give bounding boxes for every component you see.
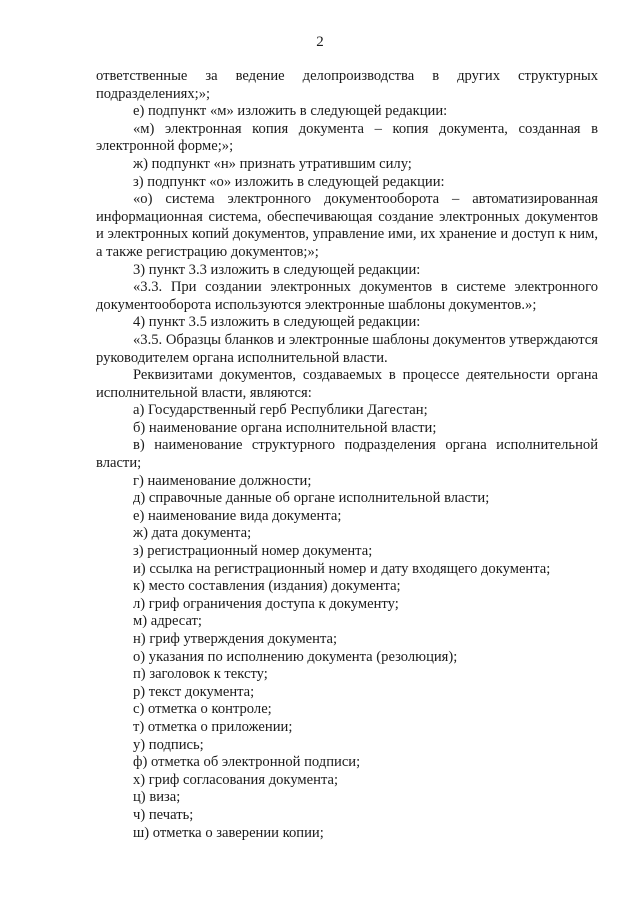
paragraph: в) наименование структурного подразделения органа исполнительной власти; (96, 437, 598, 472)
paragraph: с) отметка о контроле; (133, 701, 272, 718)
paragraph: е) подпункт «м» изложить в следующей редакции: (133, 103, 448, 120)
paragraph: т) отметка о приложении; (133, 718, 293, 735)
paragraph: и) ссылка на регистрационный номер и дату входящего документа; (133, 560, 551, 577)
document-body (96, 68, 598, 842)
paragraph: ш) отметка о заверении копии; (133, 824, 324, 841)
page-number: 2 (316, 34, 324, 50)
paragraph: р) текст документа; (133, 683, 255, 700)
paragraph: з) регистрационный номер документа; (133, 543, 373, 560)
paragraph: «о) система электронного документооборота – автоматизированная информационная система, обеспечивающая создание электронных документов и электронных копий документов, управление ими, их хранение и доступ к ним, а также регистрацию документов;»; (96, 191, 598, 260)
paragraph: ф) отметка об электронной подписи; (133, 754, 361, 771)
paragraph: у) подпись; (133, 736, 204, 753)
paragraph: ж) подпункт «н» признать утратившим силу; (133, 155, 412, 172)
paragraph: м) адресат; (133, 613, 202, 630)
paragraph: г) наименование должности; (133, 472, 312, 489)
paragraph: ц) виза; (133, 789, 181, 806)
paragraph: а) Государственный герб Республики Дагестан; (133, 402, 428, 419)
paragraph: ж) дата документа; (133, 525, 252, 542)
paragraph: о) указания по исполнению документа (резолюция); (133, 648, 458, 665)
paragraph: «3.3. При создании электронных документов в системе электронного документооборота используются электронные шаблоны документов.»; (96, 279, 598, 313)
paragraph: д) справочные данные об органе исполнительной власти; (133, 490, 490, 507)
paragraph: з) подпункт «о» изложить в следующей редакции: (133, 173, 445, 190)
paragraph: ответственные за ведение делопроизводства в других структурных подразделениях;»; (96, 68, 598, 102)
paragraph: п) заголовок к тексту; (133, 666, 268, 683)
paragraph: Реквизитами документов, создаваемых в процессе деятельности органа исполнительной власти, являются: (96, 367, 598, 401)
paragraph: 4) пункт 3.5 изложить в следующей редакции: (133, 314, 421, 331)
paragraph: «м) электронная копия документа – копия документа, созданная в электронной форме;»; (96, 120, 598, 155)
paragraph: «3.5. Образцы бланков и электронные шаблоны документов утверждаются руководителем органа исполнительной власти. (96, 331, 598, 366)
paragraph: к) место составления (издания) документа; (133, 578, 401, 595)
paragraph: е) наименование вида документа; (133, 507, 342, 524)
paragraph: б) наименование органа исполнительной власти; (133, 419, 437, 436)
paragraph: х) гриф согласования документа; (133, 771, 339, 788)
paragraph: л) гриф ограничения доступа к документу; (133, 595, 399, 612)
paragraph: ч) печать; (133, 806, 194, 823)
paragraph: 3) пункт 3.3 изложить в следующей редакции: (133, 261, 421, 278)
paragraph: н) гриф утверждения документа; (133, 631, 338, 647)
